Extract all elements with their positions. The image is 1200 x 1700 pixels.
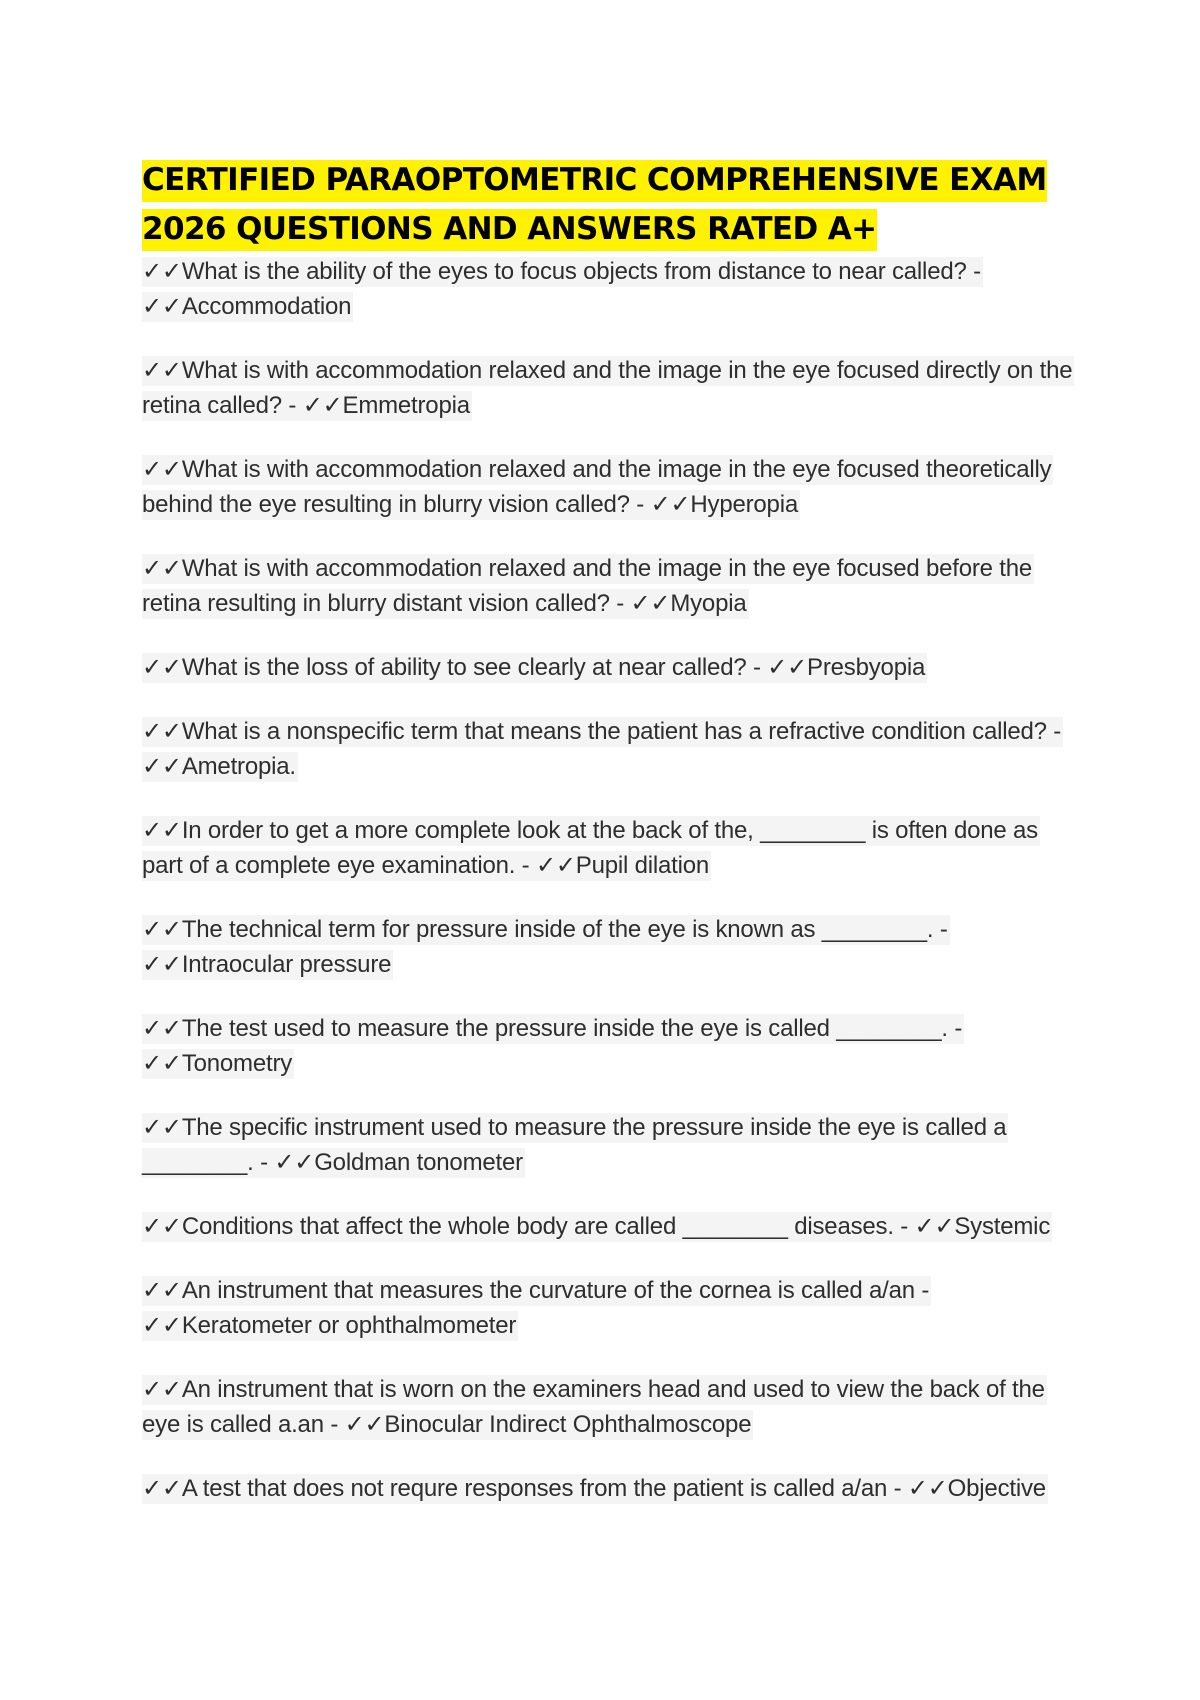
qa-text — [142, 1014, 964, 1079]
qa-text — [142, 455, 1053, 520]
qa-text — [142, 356, 1074, 421]
qa-text — [142, 1276, 931, 1341]
answer-text: ✓✓Binocular Indirect Ophthalmoscope — [344, 1411, 752, 1438]
question-text: ✓✓A test that does not requre responses from the patient is called a/an - — [142, 1475, 902, 1502]
qa-text — [142, 915, 950, 980]
question-text: ✓✓Conditions that affect the whole body are called ________ diseases. - — [142, 1213, 909, 1240]
qa-item — [142, 1273, 1082, 1343]
answer-text: ✓✓Presbyopia — [767, 654, 926, 681]
qa-text — [142, 1212, 1052, 1242]
qa-text — [142, 554, 1034, 619]
answer-text: ✓✓Objective — [907, 1475, 1046, 1502]
qa-item — [142, 813, 1082, 883]
qa-text — [142, 816, 1040, 881]
answer-text: ✓✓Tonometry — [142, 1050, 293, 1077]
qa-text — [142, 1375, 1047, 1440]
qa-text — [142, 653, 927, 683]
answer-text: ✓✓Myopia — [630, 590, 747, 617]
answer-text: ✓✓Systemic — [914, 1213, 1051, 1240]
qa-list — [142, 254, 1082, 1506]
qa-item — [142, 1372, 1082, 1442]
answer-text: ✓✓Hyperopia — [650, 491, 798, 518]
qa-item — [142, 714, 1082, 784]
qa-item — [142, 452, 1082, 522]
question-text: ✓✓What is with accommodation relaxed and the image in the eye focused before the retina resulting in blurry distant vision called? - — [142, 555, 1033, 617]
qa-item — [142, 1011, 1082, 1081]
qa-item — [142, 1110, 1082, 1180]
question-text: ✓✓What is the loss of ability to see clearly at near called? - — [142, 654, 761, 681]
qa-item — [142, 353, 1082, 423]
qa-item — [142, 551, 1082, 621]
qa-item — [142, 1471, 1082, 1506]
question-text: ✓✓In order to get a more complete look at the back of the, ________ is often done as part of a complete eye examination. - — [142, 817, 1038, 879]
question-text: ✓✓What is a nonspecific term that means the patient has a refractive condition called? - — [142, 718, 1062, 745]
question-text: ✓✓The test used to measure the pressure inside the eye is called ________. - — [142, 1015, 963, 1042]
qa-item — [142, 1209, 1082, 1244]
qa-item — [142, 912, 1082, 982]
answer-text: ✓✓Emmetropia — [302, 392, 470, 419]
answer-text: ✓✓Intraocular pressure — [142, 951, 392, 978]
question-text: ✓✓What is with accommodation relaxed and the image in the eye focused directly on the retina called? - — [142, 357, 1073, 419]
answer-text: ✓✓Goldman tonometer — [274, 1149, 523, 1176]
answer-text: ✓✓Pupil dilation — [535, 852, 710, 879]
qa-text — [142, 1113, 1008, 1178]
qa-item — [142, 254, 1082, 324]
question-text: ✓✓What is the ability of the eyes to focus objects from distance to near called? - — [142, 258, 981, 285]
question-text: ✓✓What is with accommodation relaxed and the image in the eye focused theoretically behind the eye resulting in blurry vision called? - — [142, 456, 1052, 518]
question-text: ✓✓An instrument that is worn on the examiners head and used to view the back of the eye is called a.an - — [142, 1376, 1045, 1438]
qa-item — [142, 650, 1082, 685]
qa-text — [142, 257, 983, 322]
question-text: ✓✓The specific instrument used to measure the pressure inside the eye is called a ________. - — [142, 1114, 1007, 1176]
title-line-1: CERTIFIED PARAOPTOMETRIC COMPREHENSIVE EXAM — [142, 160, 1047, 202]
question-text: ✓✓The technical term for pressure inside of the eye is known as ________. - — [142, 916, 948, 943]
title-line-2: 2026 QUESTIONS AND ANSWERS RATED A+ — [142, 209, 877, 251]
question-text: ✓✓An instrument that measures the curvature of the cornea is called a/an - — [142, 1277, 930, 1304]
document-title — [142, 156, 1082, 254]
answer-text: ✓✓Ametropia. — [142, 753, 296, 780]
answer-text: ✓✓Keratometer or ophthalmometer — [142, 1312, 517, 1339]
qa-text — [142, 1474, 1048, 1504]
qa-text — [142, 717, 1063, 782]
answer-text: ✓✓Accommodation — [142, 293, 352, 320]
document-content — [142, 156, 1082, 1535]
